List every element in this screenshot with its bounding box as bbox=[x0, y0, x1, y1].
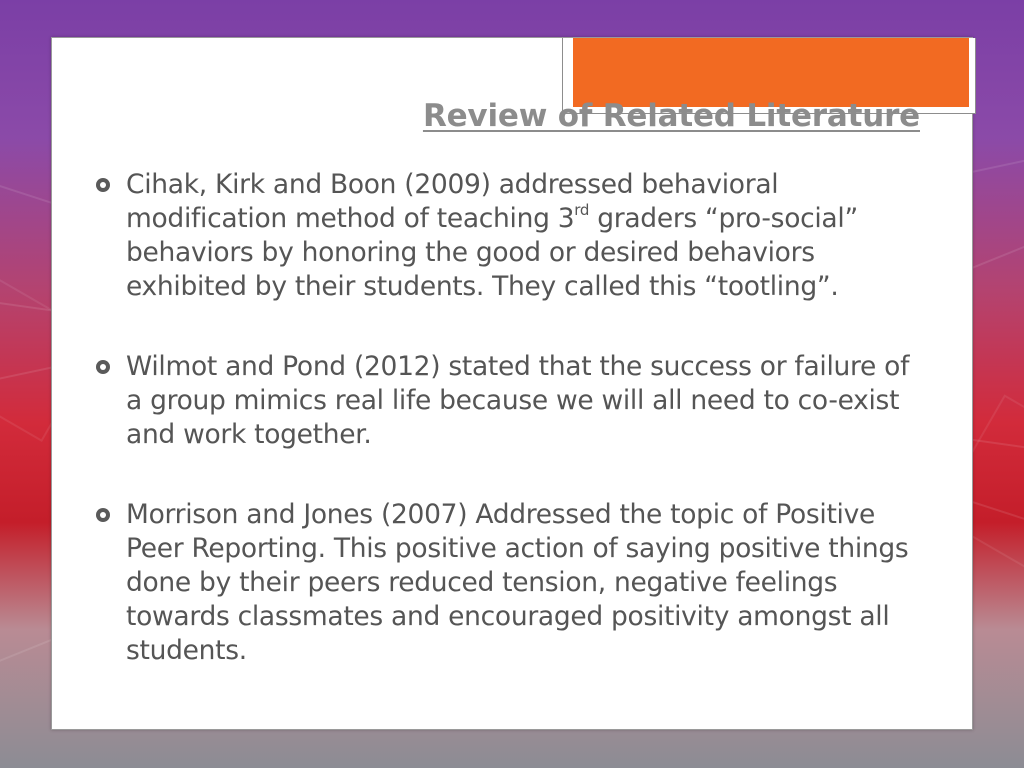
bullet-text-continued: graders “pro-social” behaviors by honoring the good or desired behaviors exhibited by their students. They called this “tootling”. bbox=[126, 203, 858, 302]
ring-bullet-icon bbox=[96, 508, 110, 522]
bullet-text: Cihak, Kirk and Boon (2009) addressed behavioral modification method of teaching 3 bbox=[126, 169, 779, 234]
bullet-text: Wilmot and Pond (2012) stated that the success or failure of a group mimics real life because we will all need to co-exist and work together. bbox=[126, 351, 910, 450]
bullet-text: Morrison and Jones (2007) Addressed the topic of Positive Peer Reporting. This positive action of saying positive things done by their peers reduced tension, negative feelings towards classmates and encouraged positivity amongst all students. bbox=[126, 499, 909, 666]
accent-block bbox=[573, 38, 969, 107]
ring-bullet-icon bbox=[96, 360, 110, 374]
ring-bullet-icon bbox=[96, 178, 110, 192]
bullet-list bbox=[96, 168, 932, 668]
bullet-item bbox=[96, 350, 932, 452]
ordinal-suffix: rd bbox=[574, 201, 590, 220]
bullet-item bbox=[96, 168, 932, 304]
bullet-item bbox=[96, 498, 932, 668]
slide-title: Review of Related Literature bbox=[422, 98, 920, 134]
